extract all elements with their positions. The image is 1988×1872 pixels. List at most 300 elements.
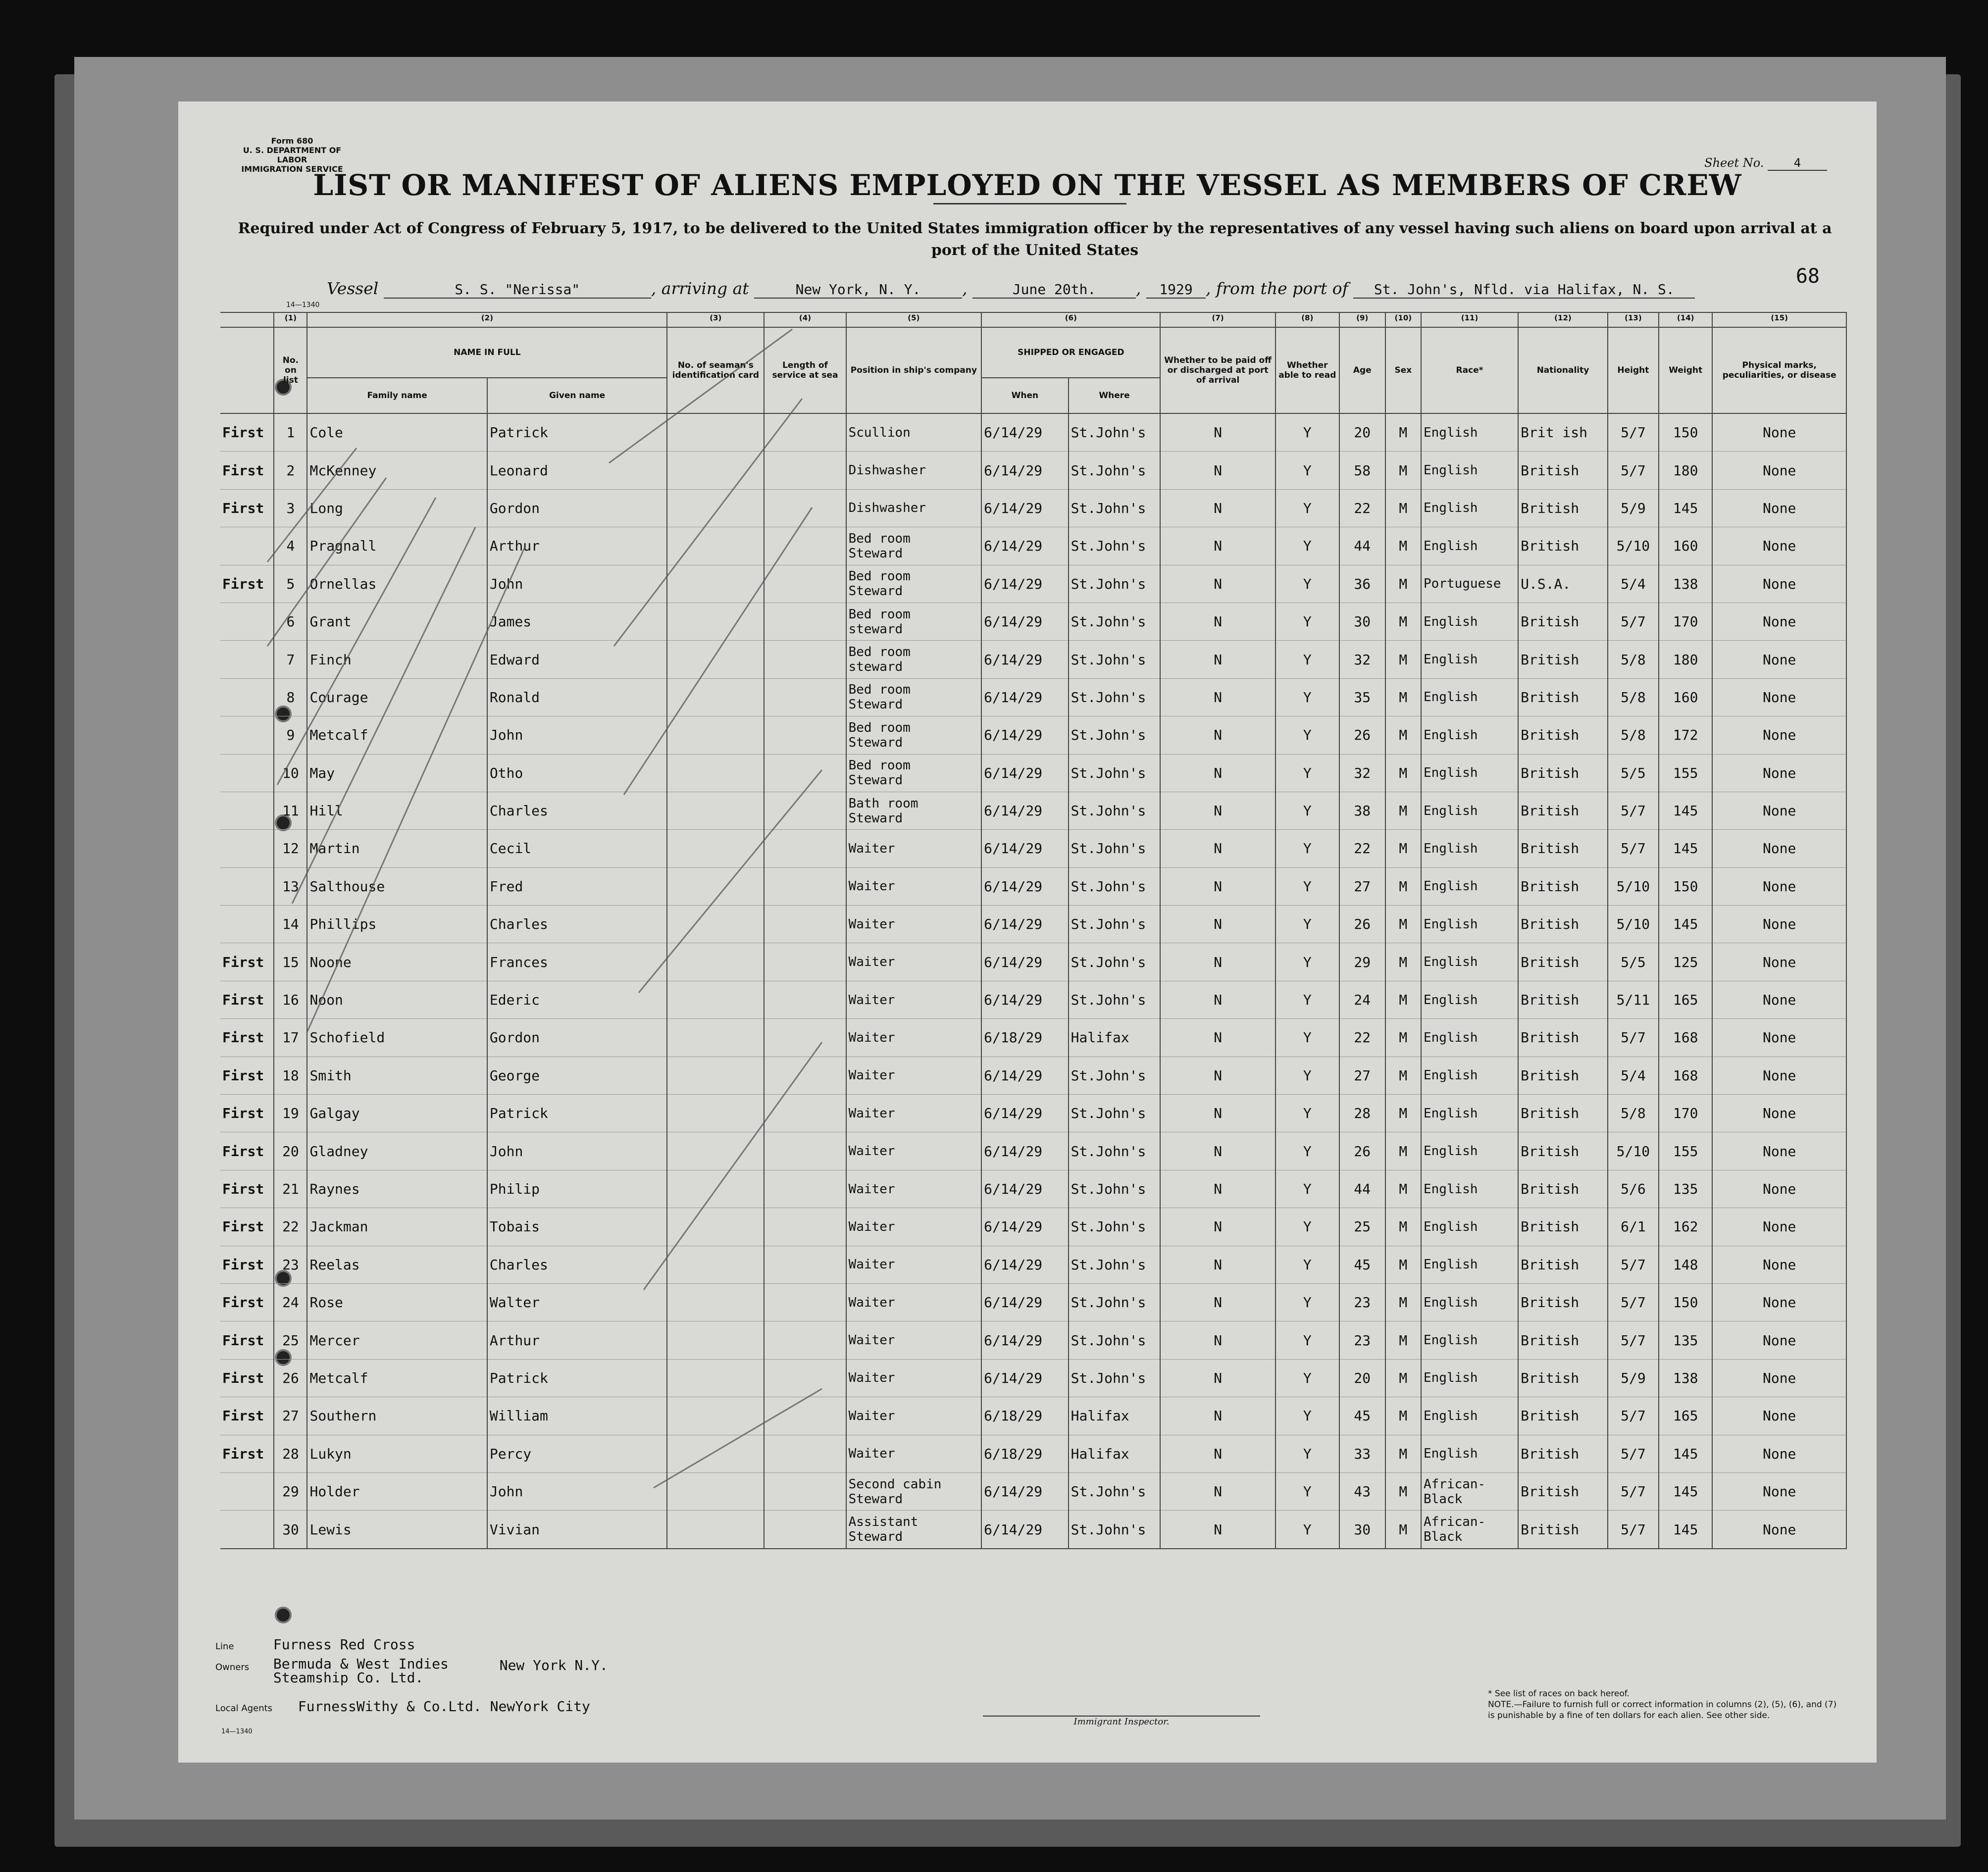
table-row bbox=[220, 792, 1846, 829]
race: English bbox=[1423, 955, 1478, 970]
crew-number-cell: 6 bbox=[274, 603, 307, 640]
age-cell: 20 bbox=[1339, 413, 1385, 452]
when-header: When bbox=[981, 378, 1069, 413]
shipped-where-cell: St.John's bbox=[1069, 603, 1161, 640]
race-cell bbox=[1421, 413, 1518, 452]
race: English bbox=[1423, 841, 1478, 856]
physical-marks-cell: None bbox=[1712, 413, 1846, 452]
weight-cell: 180 bbox=[1659, 452, 1712, 489]
weight-cell: 145 bbox=[1659, 1472, 1712, 1510]
crew-number-cell: 22 bbox=[274, 1208, 307, 1246]
height-cell: 5/8 bbox=[1608, 678, 1659, 716]
id-card-header: No. of seaman's identification card bbox=[667, 327, 764, 413]
given-name-cell: John bbox=[487, 565, 667, 603]
footer-form-reference: 14—1340 bbox=[221, 1728, 253, 1735]
given-name-cell: Walter bbox=[487, 1283, 667, 1321]
shipped-when-cell: 6/14/29 bbox=[981, 716, 1069, 754]
shipped-where-cell: Halifax bbox=[1069, 1397, 1161, 1435]
crew-number-cell: 19 bbox=[274, 1095, 307, 1132]
physical-marks-cell: None bbox=[1712, 1057, 1846, 1094]
position-cell bbox=[846, 1246, 982, 1283]
crew-number-cell: 16 bbox=[274, 981, 307, 1018]
shipped-where-cell: St.John's bbox=[1069, 1283, 1161, 1321]
title-underline bbox=[933, 203, 1126, 204]
page-mark: 68 bbox=[1795, 265, 1820, 288]
height-cell: 5/10 bbox=[1608, 867, 1659, 905]
position-cell bbox=[846, 981, 982, 1018]
weight-cell: 160 bbox=[1659, 678, 1712, 716]
id-card-number-cell bbox=[667, 1435, 764, 1472]
weight-cell: 138 bbox=[1659, 1359, 1712, 1397]
age-cell: 27 bbox=[1339, 867, 1385, 905]
able-to-read-cell: Y bbox=[1275, 943, 1339, 981]
shipped-when-cell: 6/14/29 bbox=[981, 413, 1069, 452]
position: Bed room Steward bbox=[848, 569, 911, 599]
id-card-number-cell bbox=[667, 1397, 764, 1435]
physical-marks-cell: None bbox=[1712, 754, 1846, 792]
able-to-read-cell: Y bbox=[1275, 1246, 1339, 1283]
shipped-where-cell: St.John's bbox=[1069, 1511, 1161, 1549]
shipped-when-cell: 6/14/29 bbox=[981, 1095, 1069, 1132]
sex-cell: M bbox=[1385, 716, 1421, 754]
service-name: IMMIGRATION SERVICE bbox=[241, 164, 343, 174]
id-card-number-cell bbox=[667, 906, 764, 943]
crew-number-cell: 25 bbox=[274, 1321, 307, 1359]
position: Waiter bbox=[848, 916, 895, 932]
col-number: (11) bbox=[1421, 312, 1518, 327]
position: Bed room Steward bbox=[848, 531, 911, 561]
paid-off-cell: N bbox=[1160, 830, 1275, 867]
height-cell: 5/11 bbox=[1608, 981, 1659, 1018]
given-name-cell: Ronald bbox=[487, 678, 667, 716]
immigrant-inspector-signature-line: Immigrant Inspector. bbox=[983, 1716, 1260, 1727]
race: English bbox=[1423, 1370, 1478, 1386]
age-cell: 27 bbox=[1339, 1057, 1385, 1094]
family-name-cell: Gladney bbox=[307, 1132, 487, 1170]
age-cell: 22 bbox=[1339, 1019, 1385, 1057]
crew-number-cell: 15 bbox=[274, 943, 307, 981]
shipped-where-cell: St.John's bbox=[1069, 1132, 1161, 1170]
nationality-cell: British bbox=[1518, 1435, 1608, 1472]
paid-off-cell: N bbox=[1160, 1019, 1275, 1057]
physical-marks-cell: None bbox=[1712, 1208, 1846, 1246]
physical-marks-cell: None bbox=[1712, 1283, 1846, 1321]
able-to-read-cell: Y bbox=[1275, 489, 1339, 527]
crew-number-cell: 18 bbox=[274, 1057, 307, 1094]
crew-number-cell: 26 bbox=[274, 1359, 307, 1397]
col-number: (13) bbox=[1608, 312, 1659, 327]
crew-number-cell: 1 bbox=[274, 413, 307, 452]
position-cell bbox=[846, 1511, 982, 1549]
id-card-number-cell bbox=[667, 1283, 764, 1321]
id-card-number-cell bbox=[667, 1095, 764, 1132]
family-name-cell: Rose bbox=[307, 1283, 487, 1321]
sex-cell: M bbox=[1385, 1170, 1421, 1208]
col-number: (10) bbox=[1385, 312, 1421, 327]
race: English bbox=[1423, 1068, 1478, 1083]
col-number: (12) bbox=[1518, 312, 1608, 327]
able-to-read-cell: Y bbox=[1275, 1095, 1339, 1132]
given-name-cell: James bbox=[487, 603, 667, 640]
line-label: Line bbox=[215, 1641, 234, 1652]
weight-cell: 170 bbox=[1659, 1095, 1712, 1132]
position-cell bbox=[846, 830, 982, 867]
position: Scullion bbox=[848, 425, 911, 440]
height-cell: 5/8 bbox=[1608, 641, 1659, 678]
col-number: (4) bbox=[764, 312, 846, 327]
race-cell bbox=[1421, 1095, 1518, 1132]
able-to-read-cell: Y bbox=[1275, 1359, 1339, 1397]
length-of-service-cell bbox=[764, 1359, 846, 1397]
table-row bbox=[220, 716, 1846, 754]
col-number: (1) bbox=[274, 312, 307, 327]
crew-class-cell: First bbox=[220, 1283, 274, 1321]
race: English bbox=[1423, 463, 1478, 478]
table-row bbox=[220, 1208, 1846, 1246]
age-cell: 26 bbox=[1339, 716, 1385, 754]
position: Waiter bbox=[848, 1219, 895, 1234]
crew-number-cell: 10 bbox=[274, 754, 307, 792]
given-name-cell: Vivian bbox=[487, 1511, 667, 1549]
sex-cell: M bbox=[1385, 1019, 1421, 1057]
nationality-cell: British bbox=[1518, 1397, 1608, 1435]
length-of-service-cell bbox=[764, 830, 846, 867]
family-name-cell: Grant bbox=[307, 603, 487, 640]
race-cell bbox=[1421, 1283, 1518, 1321]
weight-cell: 150 bbox=[1659, 413, 1712, 452]
crew-rows bbox=[220, 413, 1846, 1549]
weight-cell: 165 bbox=[1659, 1397, 1712, 1435]
able-to-read-cell: Y bbox=[1275, 678, 1339, 716]
position: Waiter bbox=[848, 1257, 895, 1272]
shipped-where-cell: St.John's bbox=[1069, 565, 1161, 603]
shipped-when-cell: 6/14/29 bbox=[981, 754, 1069, 792]
family-name-cell: Schofield bbox=[307, 1019, 487, 1057]
shipped-when-cell: 6/14/29 bbox=[981, 452, 1069, 489]
nationality-cell: British bbox=[1518, 1283, 1608, 1321]
race: English bbox=[1423, 727, 1478, 743]
length-of-service-cell bbox=[764, 754, 846, 792]
crew-number-cell: 27 bbox=[274, 1397, 307, 1435]
manifest-sheet bbox=[178, 101, 1877, 1763]
position: Dishwasher bbox=[848, 463, 926, 478]
position-cell bbox=[846, 527, 982, 565]
race-cell bbox=[1421, 1208, 1518, 1246]
family-name-cell: Southern bbox=[307, 1397, 487, 1435]
weight-cell: 145 bbox=[1659, 1511, 1712, 1549]
race-cell bbox=[1421, 452, 1518, 489]
sex-cell: M bbox=[1385, 1435, 1421, 1472]
paid-off-cell: N bbox=[1160, 452, 1275, 489]
position-cell bbox=[846, 641, 982, 678]
paid-off-cell: N bbox=[1160, 1397, 1275, 1435]
nationality-cell: British bbox=[1518, 1511, 1608, 1549]
race-cell bbox=[1421, 1472, 1518, 1510]
id-card-number-cell bbox=[667, 1472, 764, 1510]
race: English bbox=[1423, 538, 1478, 554]
vessel-name: S. S. "Nerissa" bbox=[384, 281, 651, 299]
shipped-when-cell: 6/14/29 bbox=[981, 1208, 1069, 1246]
paid-off-cell: N bbox=[1160, 527, 1275, 565]
crew-number-cell: 12 bbox=[274, 830, 307, 867]
given-name-cell: Patrick bbox=[487, 1095, 667, 1132]
nationality-cell: British bbox=[1518, 1095, 1608, 1132]
footer-notes bbox=[1488, 1688, 1844, 1721]
crew-number-cell: 8 bbox=[274, 678, 307, 716]
crew-class-cell: First bbox=[220, 1208, 274, 1246]
race-cell bbox=[1421, 867, 1518, 905]
nationality-cell: British bbox=[1518, 943, 1608, 981]
height-cell: 5/7 bbox=[1608, 1321, 1659, 1359]
given-name-cell: Tobais bbox=[487, 1208, 667, 1246]
height-header: Height bbox=[1608, 327, 1659, 413]
length-of-service-cell bbox=[764, 603, 846, 640]
position: Bed room steward bbox=[848, 645, 911, 675]
age-cell: 58 bbox=[1339, 452, 1385, 489]
position-cell bbox=[846, 1435, 982, 1472]
paid-off-cell: N bbox=[1160, 641, 1275, 678]
age-cell: 23 bbox=[1339, 1321, 1385, 1359]
given-name-cell: Arthur bbox=[487, 1321, 667, 1359]
paid-off-header: Whether to be paid off or discharged at port of arrival bbox=[1160, 327, 1275, 413]
shipped-where-cell: St.John's bbox=[1069, 830, 1161, 867]
paid-off-cell: N bbox=[1160, 1132, 1275, 1170]
family-name-cell: Noon bbox=[307, 981, 487, 1018]
height-cell: 5/7 bbox=[1608, 1246, 1659, 1283]
length-of-service-cell bbox=[764, 527, 846, 565]
length-of-service-cell bbox=[764, 1246, 846, 1283]
shipped-when-cell: 6/14/29 bbox=[981, 867, 1069, 905]
sex-cell: M bbox=[1385, 527, 1421, 565]
weight-cell: 150 bbox=[1659, 1283, 1712, 1321]
crew-number-cell: 17 bbox=[274, 1019, 307, 1057]
id-card-number-cell bbox=[667, 1132, 764, 1170]
family-name-cell: Smith bbox=[307, 1057, 487, 1094]
length-of-service-cell bbox=[764, 413, 846, 452]
id-card-number-cell bbox=[667, 1511, 764, 1549]
physical-marks-cell: None bbox=[1712, 1472, 1846, 1510]
position-cell bbox=[846, 489, 982, 527]
physical-marks-cell: None bbox=[1712, 565, 1846, 603]
given-name-cell: Fred bbox=[487, 867, 667, 905]
sex-cell: M bbox=[1385, 1132, 1421, 1170]
sex-cell: M bbox=[1385, 1511, 1421, 1549]
given-name-header: Given name bbox=[487, 378, 667, 413]
given-name-cell: Patrick bbox=[487, 413, 667, 452]
length-of-service-cell bbox=[764, 943, 846, 981]
family-name-cell: Martin bbox=[307, 830, 487, 867]
paid-off-cell: N bbox=[1160, 1170, 1275, 1208]
page-subtitle: Required under Act of Congress of February 5, 1917, to be delivered to the United States immigration officer by the representatives of any vessel having such aliens on board upon arrival at a port of the United States bbox=[238, 220, 1832, 259]
col-number: (6) bbox=[981, 312, 1160, 327]
nationality-cell: British bbox=[1518, 678, 1608, 716]
shipped-when-cell: 6/14/29 bbox=[981, 906, 1069, 943]
race-cell bbox=[1421, 565, 1518, 603]
shipped-where-cell: St.John's bbox=[1069, 527, 1161, 565]
shipped-where-cell: Halifax bbox=[1069, 1435, 1161, 1472]
where-header: Where bbox=[1069, 378, 1161, 413]
nationality-cell: Brit ish bbox=[1518, 413, 1608, 452]
table-row bbox=[220, 1132, 1846, 1170]
height-cell: 5/5 bbox=[1608, 754, 1659, 792]
crew-class-cell: First bbox=[220, 1132, 274, 1170]
table-row bbox=[220, 1321, 1846, 1359]
able-to-read-cell: Y bbox=[1275, 413, 1339, 452]
crew-class-cell bbox=[220, 906, 274, 943]
age-cell: 29 bbox=[1339, 943, 1385, 981]
race: African- Black bbox=[1423, 1515, 1486, 1545]
race: English bbox=[1423, 690, 1478, 705]
family-name-cell: Raynes bbox=[307, 1170, 487, 1208]
weight-cell: 150 bbox=[1659, 867, 1712, 905]
sex-cell: M bbox=[1385, 981, 1421, 1018]
given-name-cell: Patrick bbox=[487, 1359, 667, 1397]
race: African- Black bbox=[1423, 1476, 1486, 1507]
table-row bbox=[220, 1283, 1846, 1321]
race: English bbox=[1423, 1295, 1478, 1310]
race: English bbox=[1423, 1333, 1478, 1348]
length-of-service-cell bbox=[764, 1019, 846, 1057]
sheet-number-value: 4 bbox=[1768, 156, 1827, 171]
crew-class-cell bbox=[220, 678, 274, 716]
crew-class-cell: First bbox=[220, 1246, 274, 1283]
position-cell bbox=[846, 943, 982, 981]
physical-marks-cell: None bbox=[1712, 716, 1846, 754]
family-name-cell: Phillips bbox=[307, 906, 487, 943]
crew-class-cell: First bbox=[220, 1095, 274, 1132]
able-to-read-cell: Y bbox=[1275, 1511, 1339, 1549]
position-cell bbox=[846, 1208, 982, 1246]
age-cell: 44 bbox=[1339, 527, 1385, 565]
sex-cell: M bbox=[1385, 1472, 1421, 1510]
position: Bath room Steward bbox=[848, 796, 918, 826]
shipped-when-cell: 6/14/29 bbox=[981, 981, 1069, 1018]
race: English bbox=[1423, 501, 1478, 516]
length-of-service-cell bbox=[764, 1283, 846, 1321]
paid-off-cell: N bbox=[1160, 1246, 1275, 1283]
family-name-cell: Mercer bbox=[307, 1321, 487, 1359]
weight-cell: 155 bbox=[1659, 754, 1712, 792]
shipped-when-cell: 6/18/29 bbox=[981, 1019, 1069, 1057]
length-of-service-cell bbox=[764, 641, 846, 678]
height-cell: 5/10 bbox=[1608, 527, 1659, 565]
position-cell bbox=[846, 1170, 982, 1208]
age-cell: 24 bbox=[1339, 981, 1385, 1018]
table-row bbox=[220, 1095, 1846, 1132]
shipped-where-cell: St.John's bbox=[1069, 452, 1161, 489]
nationality-cell: British bbox=[1518, 1472, 1608, 1510]
id-card-number-cell bbox=[667, 527, 764, 565]
family-name-cell: Metcalf bbox=[307, 716, 487, 754]
shipped-where-cell: St.John's bbox=[1069, 754, 1161, 792]
able-to-read-cell: Y bbox=[1275, 716, 1339, 754]
given-name-cell: Arthur bbox=[487, 527, 667, 565]
shipped-where-cell: St.John's bbox=[1069, 1095, 1161, 1132]
sex-cell: M bbox=[1385, 603, 1421, 640]
able-to-read-cell: Y bbox=[1275, 452, 1339, 489]
weight-cell: 145 bbox=[1659, 906, 1712, 943]
crew-class-cell: First bbox=[220, 565, 274, 603]
line-row bbox=[215, 1636, 415, 1653]
table-row bbox=[220, 867, 1846, 905]
physical-marks-cell: None bbox=[1712, 489, 1846, 527]
table-row bbox=[220, 1057, 1846, 1094]
paid-off-cell: N bbox=[1160, 489, 1275, 527]
position: Waiter bbox=[848, 879, 895, 894]
paid-off-cell: N bbox=[1160, 943, 1275, 981]
sex-header: Sex bbox=[1385, 327, 1421, 413]
height-cell: 5/7 bbox=[1608, 413, 1659, 452]
crew-number-cell: 5 bbox=[274, 565, 307, 603]
id-card-number-cell bbox=[667, 716, 764, 754]
physical-marks-cell: None bbox=[1712, 1511, 1846, 1549]
weight-cell: 135 bbox=[1659, 1170, 1712, 1208]
sex-cell: M bbox=[1385, 565, 1421, 603]
physical-marks-cell: None bbox=[1712, 603, 1846, 640]
physical-marks-cell: None bbox=[1712, 1170, 1846, 1208]
position-cell bbox=[846, 754, 982, 792]
table-row bbox=[220, 906, 1846, 943]
able-to-read-cell: Y bbox=[1275, 1397, 1339, 1435]
age-cell: 35 bbox=[1339, 678, 1385, 716]
arrival-year: 1929 bbox=[1146, 281, 1206, 299]
given-name-cell: Percy bbox=[487, 1435, 667, 1472]
crew-number-cell: 13 bbox=[274, 867, 307, 905]
nationality-cell: British bbox=[1518, 1321, 1608, 1359]
race-cell bbox=[1421, 981, 1518, 1018]
nationality-cell: British bbox=[1518, 1057, 1608, 1094]
able-to-read-cell: Y bbox=[1275, 1435, 1339, 1472]
age-cell: 25 bbox=[1339, 1208, 1385, 1246]
family-name-header: Family name bbox=[307, 378, 487, 413]
paid-off-cell: N bbox=[1160, 1283, 1275, 1321]
race-cell bbox=[1421, 943, 1518, 981]
able-to-read-cell: Y bbox=[1275, 1019, 1339, 1057]
sex-cell: M bbox=[1385, 1208, 1421, 1246]
length-of-service-cell bbox=[764, 1321, 846, 1359]
height-cell: 5/10 bbox=[1608, 1132, 1659, 1170]
paid-off-cell: N bbox=[1160, 1057, 1275, 1094]
length-of-service-header: Length of service at sea bbox=[764, 327, 846, 413]
paid-off-cell: N bbox=[1160, 1208, 1275, 1246]
table-row bbox=[220, 565, 1846, 603]
age-cell: 45 bbox=[1339, 1246, 1385, 1283]
race: English bbox=[1423, 1408, 1478, 1423]
position: Waiter bbox=[848, 1106, 895, 1121]
given-name-cell: John bbox=[487, 1472, 667, 1510]
agents-value: FurnessWithy & Co.Ltd. NewYork City bbox=[298, 1698, 590, 1715]
crew-number-cell: 9 bbox=[274, 716, 307, 754]
physical-marks-cell: None bbox=[1712, 792, 1846, 829]
shipped-where-cell: St.John's bbox=[1069, 1057, 1161, 1094]
race-cell bbox=[1421, 1132, 1518, 1170]
position: Assistant Steward bbox=[848, 1515, 918, 1545]
spacer-cell bbox=[220, 312, 274, 327]
length-of-service-cell bbox=[764, 867, 846, 905]
weight-cell: 162 bbox=[1659, 1208, 1712, 1246]
race-cell bbox=[1421, 489, 1518, 527]
race-cell bbox=[1421, 1321, 1518, 1359]
position: Waiter bbox=[848, 841, 895, 856]
position-cell bbox=[846, 565, 982, 603]
position-cell bbox=[846, 1397, 982, 1435]
age-cell: 38 bbox=[1339, 792, 1385, 829]
sex-cell: M bbox=[1385, 1321, 1421, 1359]
length-of-service-cell bbox=[764, 678, 846, 716]
position-cell bbox=[846, 792, 982, 829]
sex-cell: M bbox=[1385, 1397, 1421, 1435]
sex-cell: M bbox=[1385, 867, 1421, 905]
